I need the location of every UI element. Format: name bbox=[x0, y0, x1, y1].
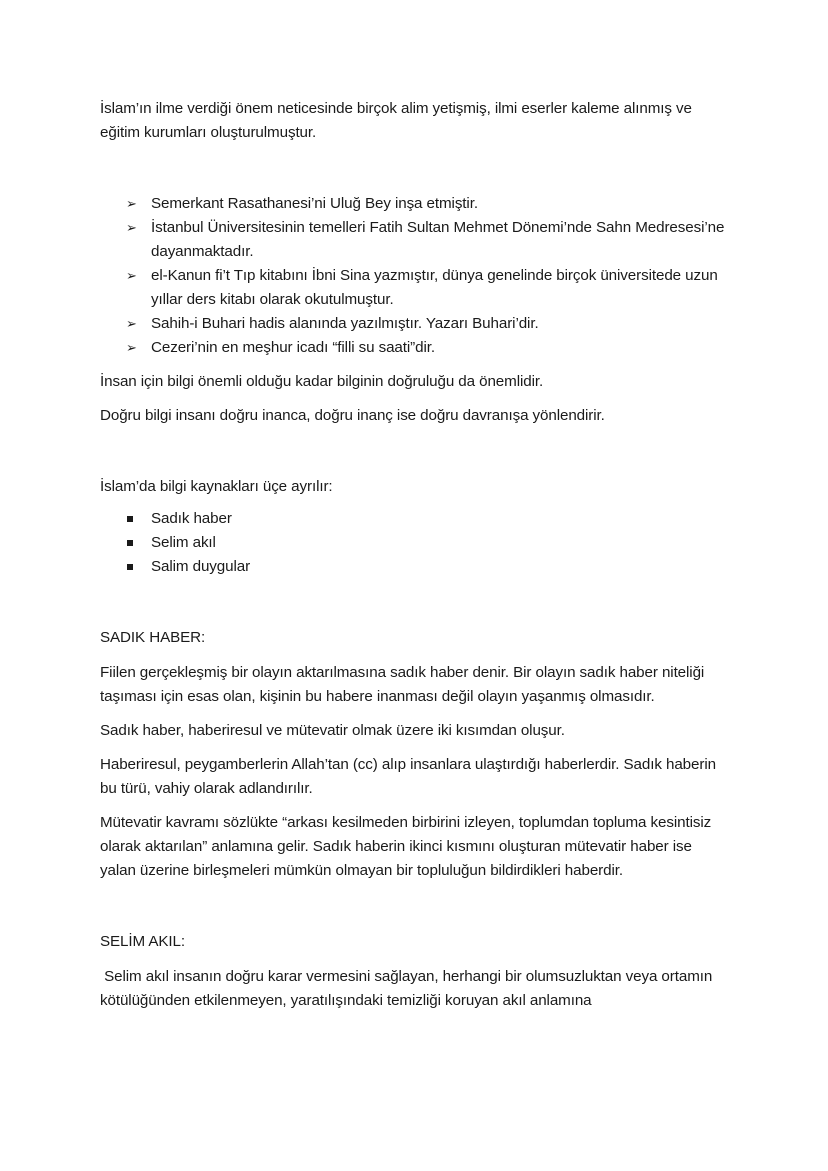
list-item: Salim duygular bbox=[100, 555, 730, 579]
knowledge-sources-list bbox=[100, 507, 730, 579]
list-item: ➢ el-Kanun fi’t Tıp kitabını İbni Sina yazmıştır, dünya genelinde birçok üniversitede uzun yıllar ders kitabı olarak okutulmuştur. bbox=[100, 264, 730, 312]
document-page bbox=[100, 97, 730, 1013]
sadik-haber-parts-paragraph: Sadık haber, haberiresul ve mütevatir olmak üzere iki kısımdan oluşur. bbox=[100, 722, 565, 739]
selim-akil-paragraph: Selim akıl insanın doğru karar vermesini sağlayan, herhangi bir olumsuzluktan veya ortamın kötülüğünden etkilenmeyen, yaratılışındaki temizliği koruyan akıl anlamına bbox=[100, 968, 717, 1009]
square-bullet-icon bbox=[127, 516, 133, 522]
true-knowledge-paragraph: Doğru bilgi insanı doğru inanca, doğru inanç ise doğru davranışa yönlendirir. bbox=[100, 407, 605, 424]
square-bullet-icon bbox=[127, 540, 133, 546]
list-item: ➢ Cezeri’nin en meşhur icadı “filli su saati”dir. bbox=[100, 336, 730, 360]
achievements-list bbox=[100, 192, 730, 360]
list-item: Sadık haber bbox=[100, 507, 730, 531]
selim-akil-heading: SELİM AKIL: bbox=[100, 933, 186, 950]
mutevatir-paragraph: Mütevatir kavramı sözlükte “arkası kesilmeden birbirini izleyen, toplumdan topluma kesintisiz olarak aktarılan” anlamına gelir. Sadık haberin ikinci kısmını oluşturan mütevatir haber ise yalan üzerine birleşmeleri mümkün olmayan bir topluluğun bildirdikleri haberdir. bbox=[100, 814, 712, 879]
sadik-haber-heading: SADIK HABER: bbox=[100, 629, 206, 646]
knowledge-importance-paragraph: İnsan için bilgi önemli olduğu kadar bilginin doğruluğu da önemlidir. bbox=[100, 373, 544, 390]
square-bullet-icon bbox=[127, 564, 133, 570]
arrow-bullet-icon: ➢ bbox=[126, 268, 137, 283]
arrow-bullet-icon: ➢ bbox=[126, 316, 137, 331]
sadik-haber-paragraph: Fiilen gerçekleşmiş bir olayın aktarılmasına sadık haber denir. Bir olayın sadık haber niteliği taşıması için esas olan, kişinin bu habere inanması değil olayın yaşanmış olmasıdır. bbox=[100, 664, 705, 705]
list-item: ➢ İstanbul Üniversitesinin temelleri Fatih Sultan Mehmet Dönemi’nde Sahn Medresesi’ne dayanmaktadır. bbox=[100, 216, 730, 264]
list-item: ➢ Sahih-i Buhari hadis alanında yazılmıştır. Yazarı Buhari’dir. bbox=[100, 312, 730, 336]
intro-paragraph: İslam’ın ilme verdiği önem neticesinde birçok alim yetişmiş, ilmi eserler kaleme alınmış ve eğitim kurumları oluşturulmuştur. bbox=[100, 100, 692, 141]
haberiresul-paragraph: Haberiresul, peygamberlerin Allah’tan (cc) alıp insanlara ulaştırdığı haberlerdir. Sadık haberin bu türü, vahiy olarak adlandırılır. bbox=[100, 756, 716, 797]
list-item: Selim akıl bbox=[100, 531, 730, 555]
sources-intro-paragraph: İslam’da bilgi kaynakları üçe ayrılır: bbox=[100, 478, 333, 495]
arrow-bullet-icon: ➢ bbox=[126, 340, 137, 355]
list-item: ➢ Semerkant Rasathanesi’ni Uluğ Bey inşa etmiştir. bbox=[100, 192, 730, 216]
arrow-bullet-icon: ➢ bbox=[126, 220, 137, 235]
arrow-bullet-icon: ➢ bbox=[126, 196, 137, 211]
